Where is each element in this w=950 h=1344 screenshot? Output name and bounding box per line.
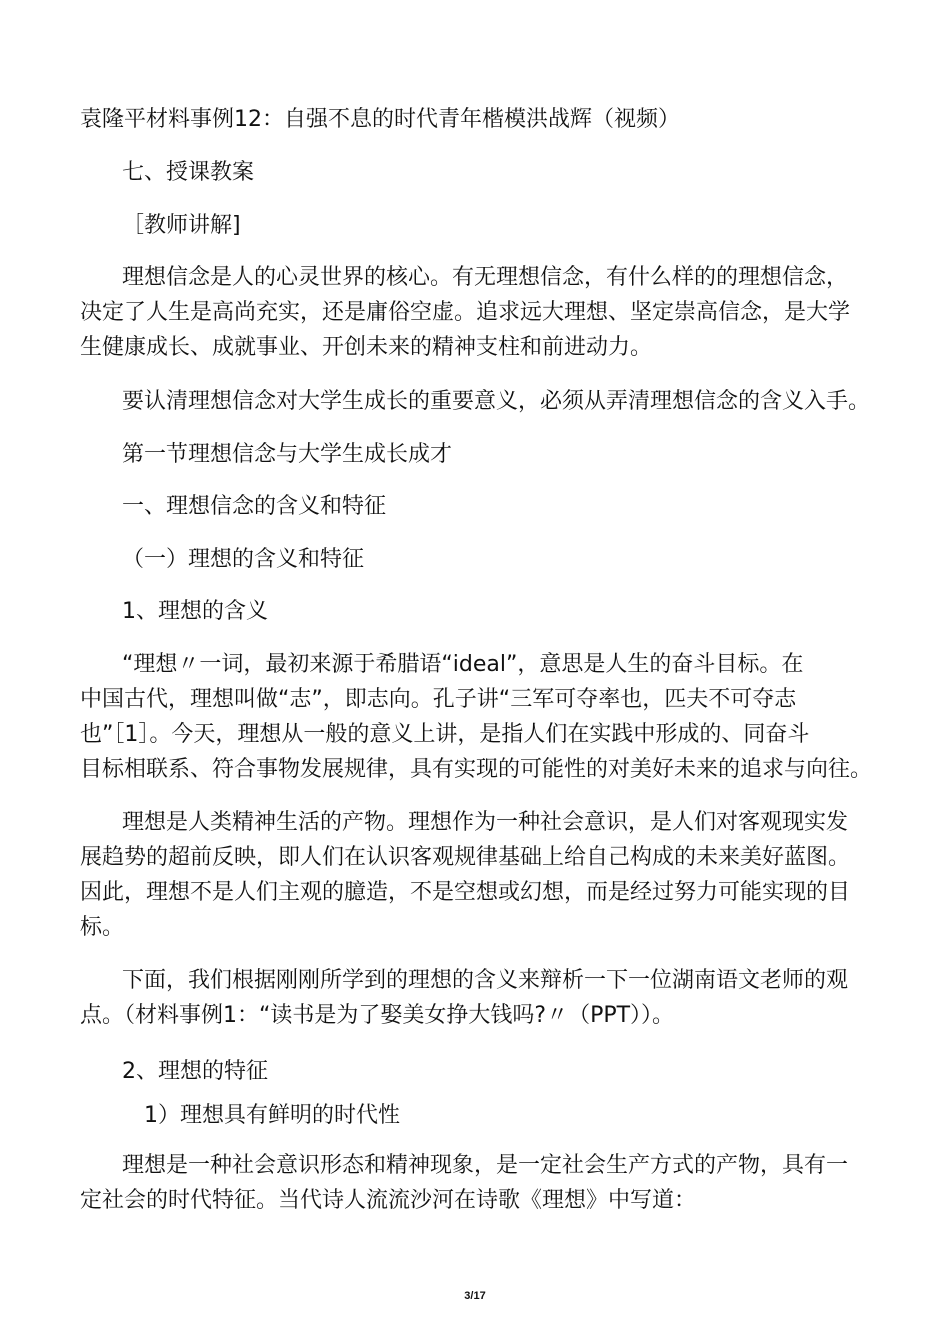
paragraph-line: 因此，理想不是人们主观的臆造，不是空想或幻想，而是经过努力可能实现的目: [80, 880, 851, 905]
paragraph-line: 理想信念是人的心灵世界的核心。有无理想信念，有什么样的的理想信念，: [122, 265, 849, 290]
paragraph-line: 中国古代，理想叫做“志”，即志向。孔子讲“三军可夺率也，匹夫不可夺志: [80, 687, 797, 712]
section-heading: 一、理想信念的含义和特征: [122, 494, 387, 519]
paragraph-line: 点。（材料事例1：“读书是为了娶美女挣大钱吗?〃（PPT））。: [80, 1003, 675, 1028]
paragraph-line: 定社会的时代特征。当代诗人流流沙河在诗歌《理想》中写道：: [80, 1188, 697, 1213]
section-heading: 1、理想的含义: [122, 599, 268, 624]
paragraph-line: 要认清理想信念对大学生成长的重要意义，必须从弄清理想信念的含义入手。: [122, 389, 871, 414]
text-line: ［教师讲解]: [122, 213, 241, 238]
section-heading: 第一节理想信念与大学生成长成才: [122, 442, 453, 467]
paragraph-line: 下面，我们根据刚刚所学到的理想的含义来辩析一下一位湖南语文老师的观: [122, 968, 849, 993]
paragraph-line: “理想〃一词，最初来源于希腊语“ideal”，意思是人生的奋斗目标。在: [122, 652, 804, 677]
page-number: 3/17: [464, 1290, 486, 1302]
section-heading: 2、理想的特征: [122, 1059, 268, 1084]
section-heading: 七、授课教案: [122, 160, 255, 185]
section-heading: 1）理想具有鲜明的时代性: [144, 1103, 400, 1128]
section-heading: （一）理想的含义和特征: [122, 547, 365, 572]
paragraph-line: 理想是一种社会意识形态和精神现象，是一定社会生产方式的产物，具有一: [122, 1153, 849, 1178]
paragraph-line: 生健康成长、成就事业、开创未来的精神支柱和前进动力。: [80, 335, 653, 360]
paragraph-line: 也”［1］。今天，理想从一般的意义上讲，是指人们在实践中形成的、同奋斗: [80, 722, 810, 747]
text-line: 袁隆平材料事例12：自强不息的时代青年楷模洪战辉（视频）: [80, 107, 680, 132]
paragraph-line: 目标相联系、符合事物发展规律，具有实现的可能性的对美好未来的追求与向往。: [80, 757, 873, 782]
paragraph-line: 决定了人生是高尚充实，还是庸俗空虚。追求远大理想、坚定崇高信念，是大学: [80, 300, 851, 325]
paragraph-line: 展趋势的超前反映，即人们在认识客观规律基础上给自己构成的未来美好蓝图。: [80, 845, 851, 870]
paragraph-line: 理想是人类精神生活的产物。理想作为一种社会意识，是人们对客观现实发: [122, 810, 849, 835]
paragraph-line: 标。: [80, 915, 125, 940]
